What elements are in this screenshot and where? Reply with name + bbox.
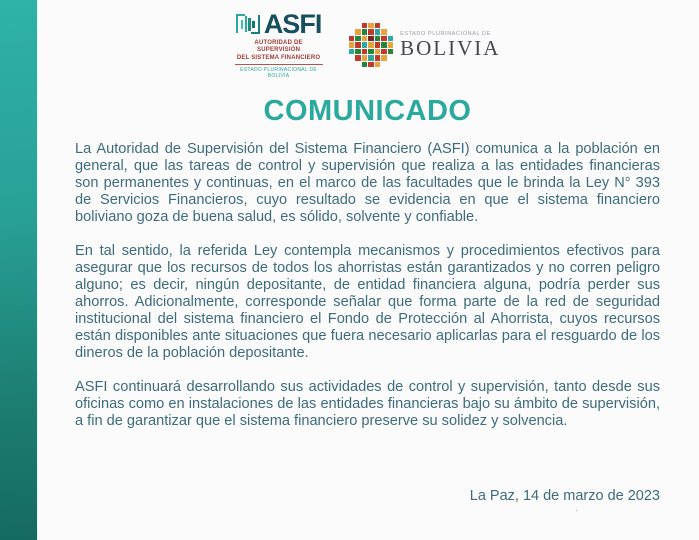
communique-body <box>75 141 660 430</box>
date-line: La Paz, 14 de marzo de 2023 <box>469 488 660 504</box>
paragraph-1: La Autoridad de Supervisión del Sistema Financiero (ASFI) comunica a la población en general, que las tareas de control y supervisión que realiza a las entidades financieras son permanentes y continuas, en el marco de las facultades que le brinda la Ley N° 393 de Servicios Financieros, cuyo resultado se evidencia en que el sistema financiero boliviano goza de buena salud, es sólido, solvente y confiable. <box>75 141 660 225</box>
asfi-subtext-line3: ESTADO PLURINACIONAL DE BOLIVIA <box>235 64 323 79</box>
asfi-logo <box>235 8 323 80</box>
bolivia-wordmark: BOLIVIA <box>400 36 501 60</box>
paragraph-2: En tal sentido, la referida Ley contempla mecanismos y procedimientos efectivos para asegurar que los recursos de todos los ahorristas están garantizados y no corren peligro alguno; es decir, ningún depositante, de entidad financiera alguna, podría perder sus ahorros. Adicionalmente, corresponde señalar que forma parte de la red de seguridad institucional del sistema financiero el Fondo de Protección al Ahorrista, cuyos recursos están disponibles ante situaciones que fuera necesario aplicarlas para el resguardo de los dineros de la población depositante. <box>75 243 660 361</box>
communique-page <box>37 0 699 540</box>
chakana-cross-icon <box>349 23 394 68</box>
bolivia-small-text: ESTADO PLURINACIONAL DE <box>400 31 491 37</box>
header-logos <box>75 8 660 80</box>
asfi-logo-subtext <box>235 40 323 80</box>
footnote-dot: . <box>575 503 578 514</box>
asfi-barchart-icon <box>236 11 260 37</box>
asfi-subtext-line2: DEL SISTEMA FINANCIERO <box>236 54 321 61</box>
paragraph-3: ASFI continuará desarrollando sus actividades de control y supervisión, tanto desde sus oficinas como en instalaciones de las entidades financieras bajo su ámbito de supervisión, a fin de garantizar que el sistema financiero preserve su solidez y solvencia. <box>75 379 660 429</box>
asfi-wordmark: ASFI <box>263 8 322 39</box>
page-title: COMUNICADO <box>263 95 472 127</box>
asfi-logo-top <box>236 8 322 39</box>
bolivia-logo <box>349 23 501 68</box>
left-gradient-band <box>0 0 38 540</box>
bolivia-logo-text <box>400 31 500 59</box>
asfi-subtext-line1: AUTORIDAD DE SUPERVISIÓN <box>254 39 303 54</box>
